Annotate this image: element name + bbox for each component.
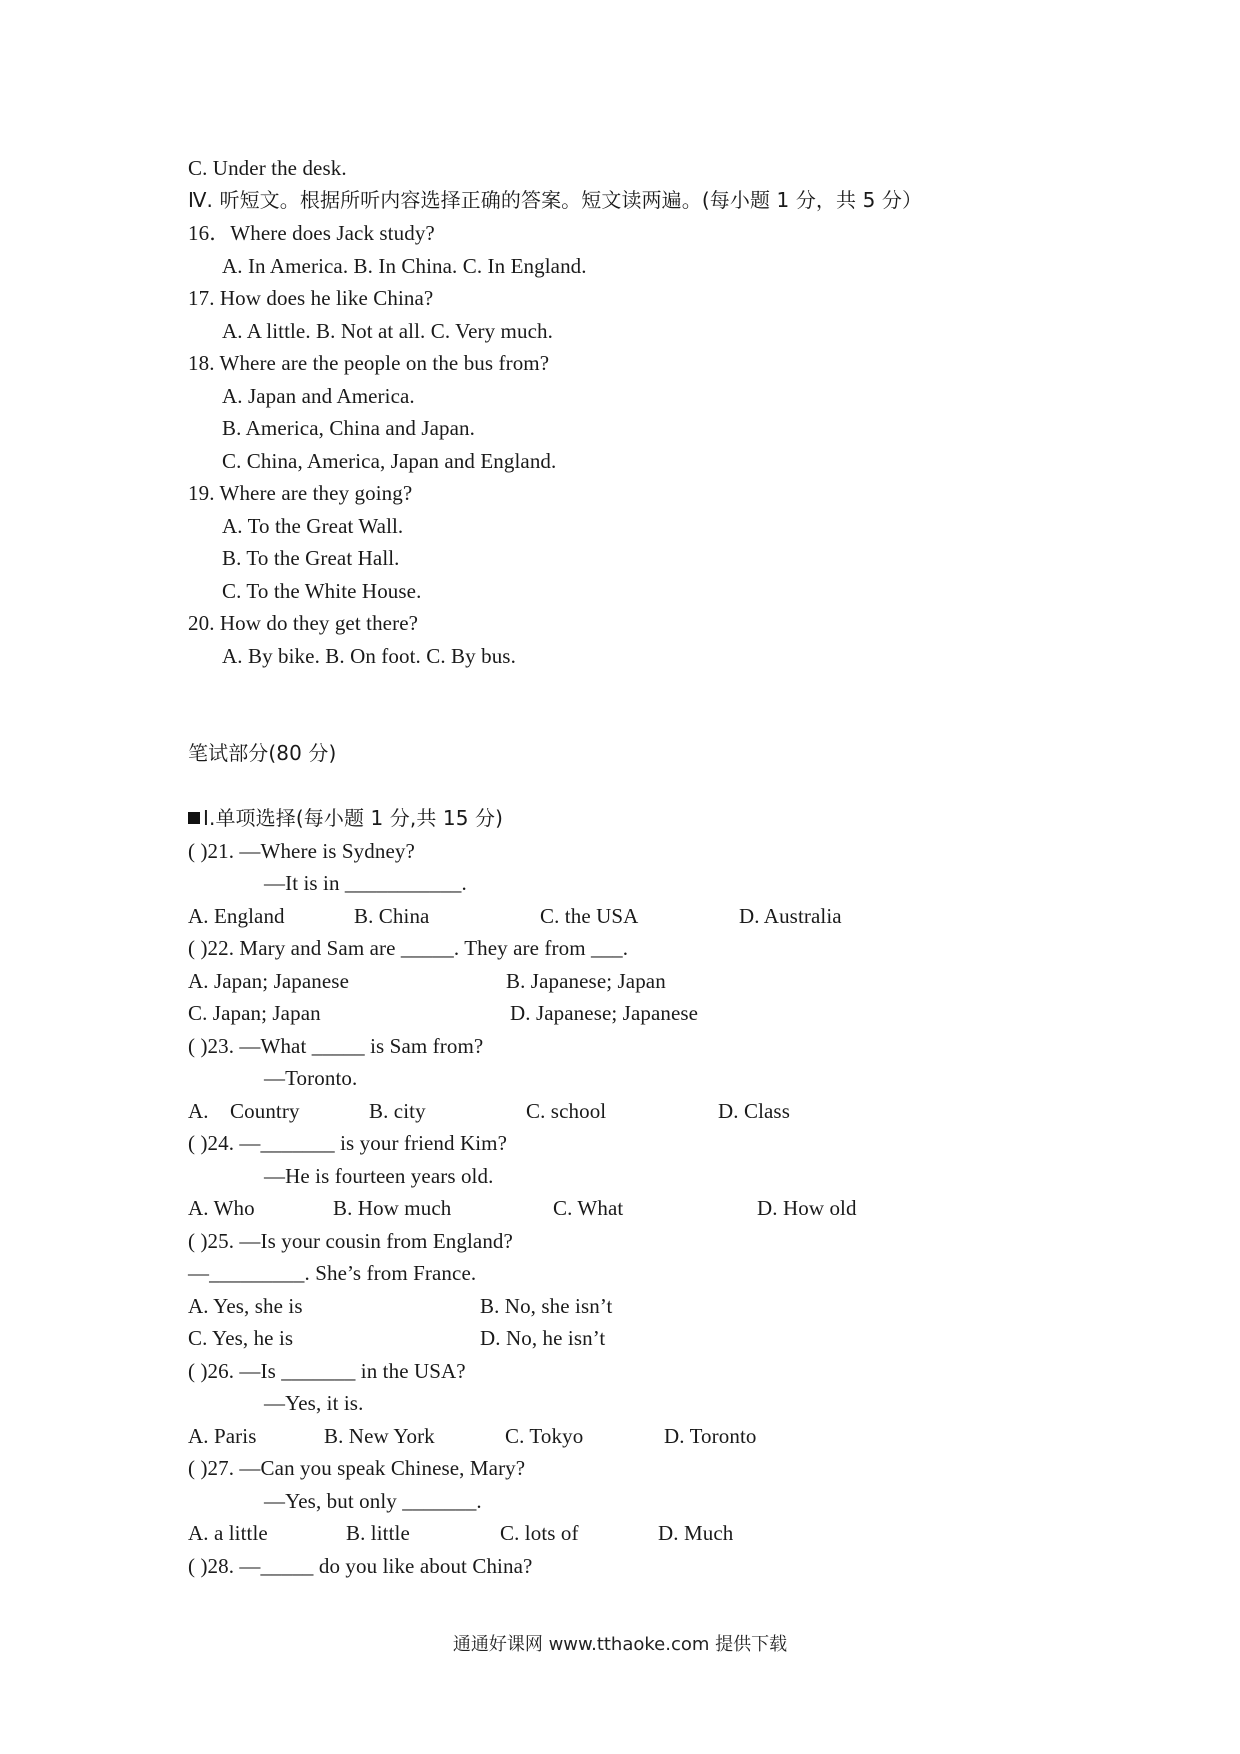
question-25: ( )25. —Is your cousin from England? xyxy=(188,1229,513,1253)
question-16-options: A. In America. B. In China. C. In England. xyxy=(222,254,587,278)
q24-option-d: D. How old xyxy=(757,1196,857,1220)
q25-option-b: B. No, she isn’t xyxy=(480,1294,613,1318)
question-23-answer: —Toronto. xyxy=(264,1066,358,1090)
question-18-option-c: C. China, America, Japan and England. xyxy=(222,449,557,473)
question-24: ( )24. —_______ is your friend Kim? xyxy=(188,1131,508,1155)
question-18-option-b: B. America, China and Japan. xyxy=(222,416,475,440)
question-27-answer: —Yes, but only _______. xyxy=(264,1489,482,1513)
question-21-answer: —It is in ___________. xyxy=(264,871,467,895)
question-26-answer: —Yes, it is. xyxy=(264,1391,364,1415)
q25-option-a: A. Yes, she is xyxy=(188,1294,303,1318)
question-27: ( )27. —Can you speak Chinese, Mary? xyxy=(188,1456,526,1480)
question-23: ( )23. —What _____ is Sam from? xyxy=(188,1034,484,1058)
q27-option-c: C. lots of xyxy=(500,1521,579,1545)
question-28: ( )28. —_____ do you like about China? xyxy=(188,1554,533,1578)
page-footer: 通通好课网 www.tthaoke.com 提供下载 xyxy=(452,1634,788,1655)
q25-option-c: C. Yes, he is xyxy=(188,1326,294,1350)
q24-option-c: C. What xyxy=(553,1196,624,1220)
question-22: ( )22. Mary and Sam are _____. They are from ___. xyxy=(188,936,629,960)
question-19: 19. Where are they going? xyxy=(188,481,413,505)
question-19-option-a: A. To the Great Wall. xyxy=(222,514,404,538)
question-17: 17. How does he like China? xyxy=(188,286,434,310)
q22-option-b: B. Japanese; Japan xyxy=(506,969,666,993)
prev-option: C. Under the desk. xyxy=(188,156,347,180)
question-17-options: A. A little. B. Not at all. C. Very much. xyxy=(222,319,553,343)
question-26: ( )26. —Is _______ in the USA? xyxy=(188,1359,466,1383)
section-iv-heading: Ⅳ. 听短文。根据所听内容选择正确的答案。短文读两遍。(每小题 1 分，共 5 分） xyxy=(188,188,923,212)
q25-option-d: D. No, he isn’t xyxy=(480,1326,606,1350)
q26-option-b: B. New York xyxy=(324,1424,435,1448)
q26-option-a: A. Paris xyxy=(188,1424,257,1448)
question-20-options: A. By bike. B. On foot. C. By bus. xyxy=(222,644,516,668)
q27-option-b: B. little xyxy=(346,1521,410,1545)
question-20: 20. How do they get there? xyxy=(188,611,419,635)
q23-option-d: D. Class xyxy=(718,1099,790,1123)
q27-option-d: D. Much xyxy=(658,1521,734,1545)
q27-option-a: A. a little xyxy=(188,1521,268,1545)
written-part-heading: 笔试部分(80 分) xyxy=(188,741,337,765)
q24-option-b: B. How much xyxy=(333,1196,452,1220)
question-18-option-a: A. Japan and America. xyxy=(222,384,415,408)
q26-option-c: C. Tokyo xyxy=(505,1424,584,1448)
q26-option-d: D. Toronto xyxy=(664,1424,757,1448)
question-25-answer: —_________. She’s from France. xyxy=(188,1261,477,1285)
q21-option-b: B. China xyxy=(354,904,430,928)
q22-option-a: A. Japan; Japanese xyxy=(188,969,349,993)
question-19-option-c: C. To the White House. xyxy=(222,579,422,603)
q23-option-a: A. Country xyxy=(188,1099,300,1123)
square-bullet-icon xyxy=(188,812,200,824)
section-i-heading-text: I.单项选择(每小题 1 分,共 15 分) xyxy=(203,806,504,830)
q21-option-c: C. the USA xyxy=(540,904,639,928)
question-18: 18. Where are the people on the bus from? xyxy=(188,351,550,375)
q21-option-a: A. England xyxy=(188,904,285,928)
question-21: ( )21. —Where is Sydney? xyxy=(188,839,415,863)
q21-option-d: D. Australia xyxy=(739,904,842,928)
q22-option-d: D. Japanese; Japanese xyxy=(510,1001,699,1025)
section-i-heading xyxy=(188,805,503,831)
q23-option-b: B. city xyxy=(369,1099,426,1123)
question-19-option-b: B. To the Great Hall. xyxy=(222,546,400,570)
question-16: 16．Where does Jack study? xyxy=(188,221,435,245)
q22-option-c: C. Japan; Japan xyxy=(188,1001,321,1025)
q24-option-a: A. Who xyxy=(188,1196,255,1220)
q23-option-c: C. school xyxy=(526,1099,607,1123)
question-24-answer: —He is fourteen years old. xyxy=(264,1164,494,1188)
